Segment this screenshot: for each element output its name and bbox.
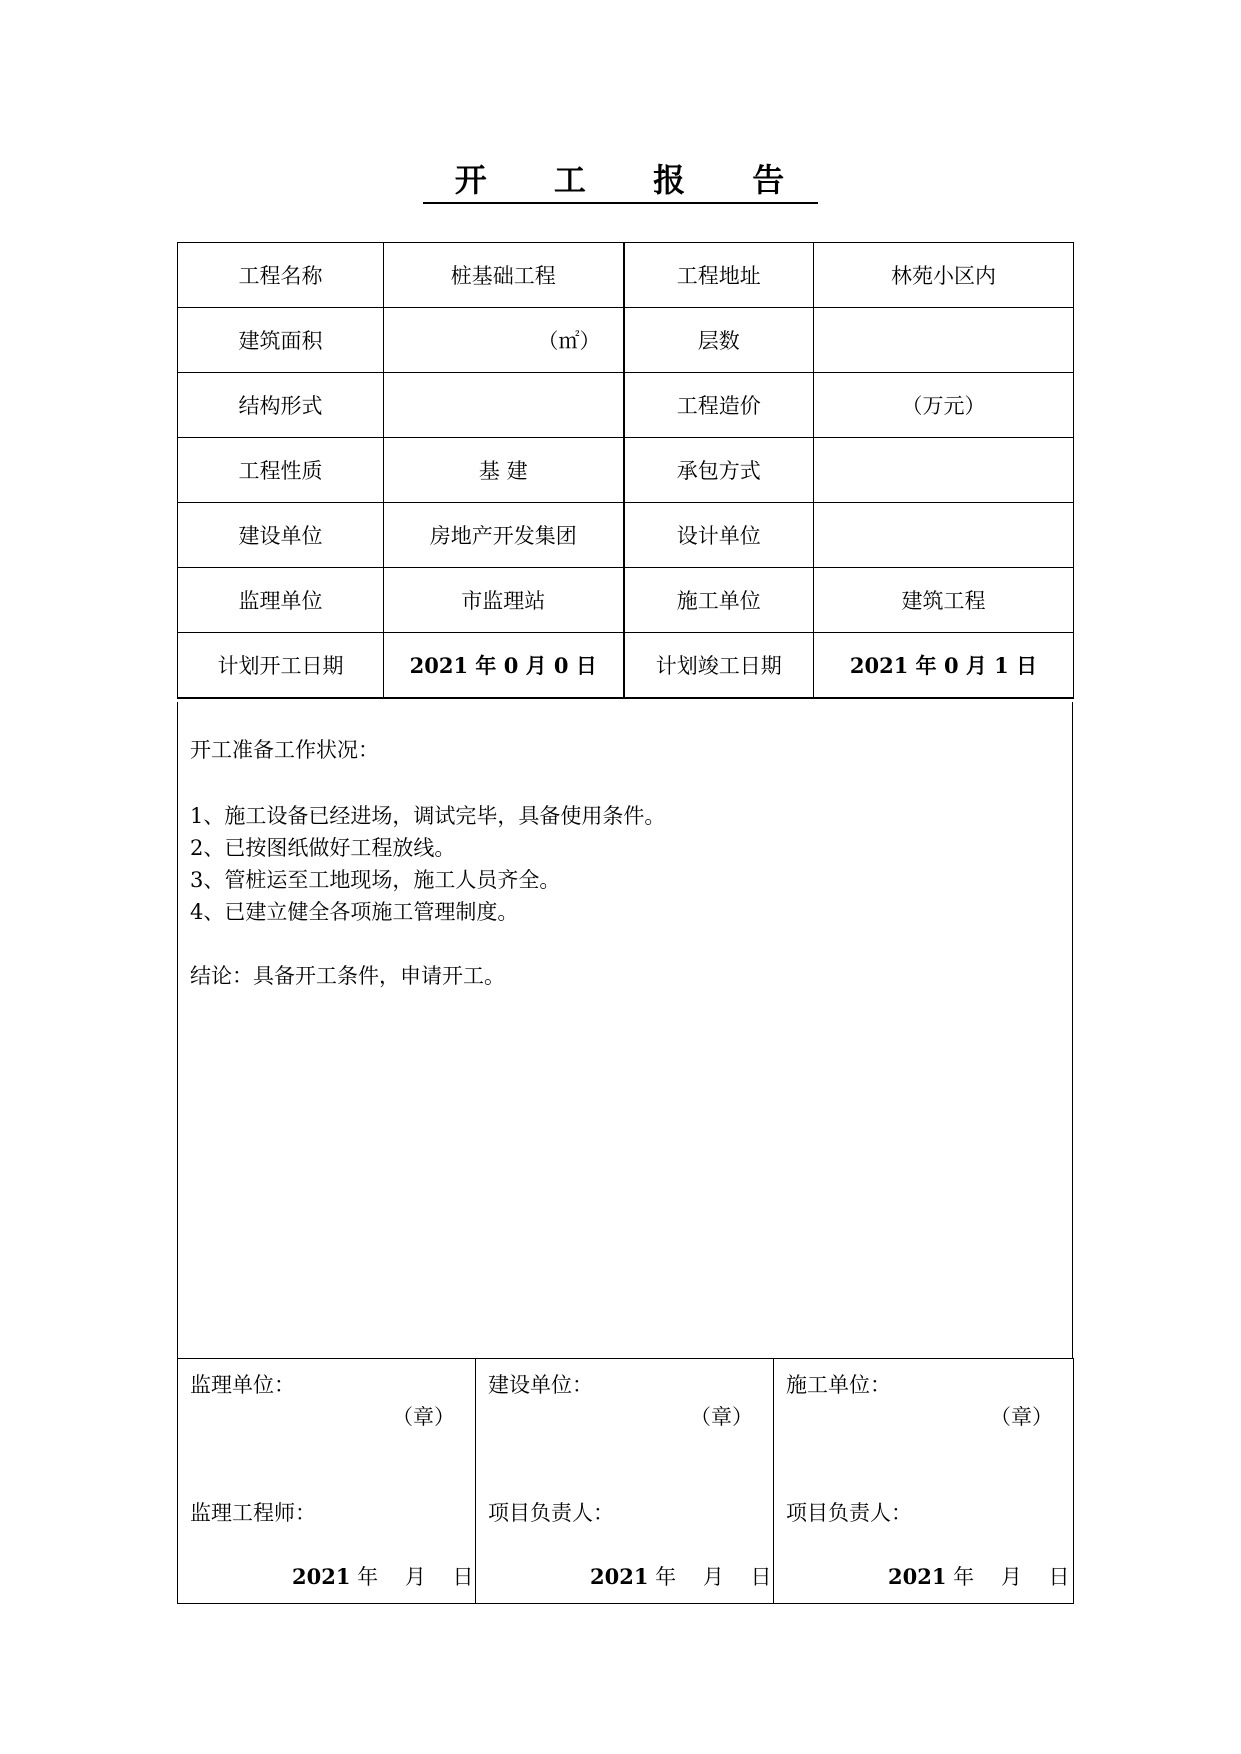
table-row — [178, 568, 1074, 633]
signature-date-rest: 年 月 日 — [655, 1565, 772, 1589]
signature-year: 2021 — [590, 1564, 649, 1589]
label-project-cost: 工程造价 — [624, 373, 814, 438]
table-row — [178, 373, 1074, 438]
signature-person-label: 项目负责人： — [488, 1501, 614, 1525]
value-project-address: 林苑小区内 — [814, 243, 1074, 308]
table-row — [178, 243, 1074, 308]
notes-heading: 开工准备工作状况： — [190, 738, 379, 762]
value-contract-mode — [814, 438, 1074, 503]
signature-date-rest: 年 月 日 — [357, 1565, 474, 1589]
signature-table — [177, 1358, 1074, 1604]
label-structure-type: 结构形式 — [178, 373, 384, 438]
signature-block-owner — [476, 1359, 774, 1604]
preparation-notes — [177, 702, 1073, 1358]
value-floors — [814, 308, 1074, 373]
value-supervision-unit: 市监理站 — [384, 568, 624, 633]
label-project-address: 工程地址 — [624, 243, 814, 308]
value-project-nature: 基 建 — [384, 438, 624, 503]
label-planned-finish: 计划竣工日期 — [624, 633, 814, 699]
value-structure-type — [384, 373, 624, 438]
list-item: 4、已建立健全各项施工管理制度。 — [190, 900, 519, 924]
label-planned-start: 计划开工日期 — [178, 633, 384, 699]
table-row — [178, 633, 1074, 699]
seal-label: （章） — [990, 1405, 1053, 1429]
seal-label: （章） — [392, 1405, 455, 1429]
signature-person-label: 监理工程师： — [190, 1501, 316, 1525]
label-contract-mode: 承包方式 — [624, 438, 814, 503]
label-floors: 层数 — [624, 308, 814, 373]
notes-conclusion: 结论：具备开工条件，申请开工。 — [190, 964, 505, 988]
table-row — [178, 503, 1074, 568]
table-row — [178, 438, 1074, 503]
table-row — [178, 308, 1074, 373]
signature-date — [292, 1561, 474, 1591]
signature-year: 2021 — [292, 1564, 351, 1589]
signature-date — [590, 1561, 772, 1591]
value-planned-finish: 2021 年 0 月 1 日 — [814, 633, 1074, 699]
seal-label: （章） — [690, 1405, 753, 1429]
signature-year: 2021 — [888, 1564, 947, 1589]
list-item: 2、已按图纸做好工程放线。 — [190, 836, 456, 860]
label-construction-unit: 施工单位 — [624, 568, 814, 633]
table-row — [178, 1359, 1074, 1604]
label-owner-unit: 建设单位 — [178, 503, 384, 568]
label-project-nature: 工程性质 — [178, 438, 384, 503]
value-design-unit — [814, 503, 1074, 568]
list-item: 1、施工设备已经进场，调试完毕，具备使用条件。 — [190, 804, 666, 828]
label-project-name: 工程名称 — [178, 243, 384, 308]
label-building-area: 建筑面积 — [178, 308, 384, 373]
page-title-text: 开 工 报 告 — [423, 160, 818, 204]
signature-unit-label: 建设单位： — [488, 1373, 593, 1397]
list-item: 3、管桩运至工地现场，施工人员齐全。 — [190, 868, 561, 892]
value-project-cost: （万元） — [814, 373, 1074, 438]
signature-block-construction — [774, 1359, 1074, 1604]
label-supervision-unit: 监理单位 — [178, 568, 384, 633]
value-project-name: 桩基础工程 — [384, 243, 624, 308]
value-building-area: （㎡） — [384, 308, 624, 373]
value-planned-start: 2021 年 0 月 0 日 — [384, 633, 624, 699]
value-construction-unit: 建筑工程 — [814, 568, 1074, 633]
signature-block-supervision — [178, 1359, 476, 1604]
label-design-unit: 设计单位 — [624, 503, 814, 568]
signature-date — [888, 1561, 1070, 1591]
signature-unit-label: 施工单位： — [786, 1373, 891, 1397]
value-owner-unit: 房地产开发集团 — [384, 503, 624, 568]
signature-unit-label: 监理单位： — [190, 1373, 295, 1397]
signature-date-rest: 年 月 日 — [953, 1565, 1070, 1589]
project-info-table — [177, 242, 1074, 699]
signature-person-label: 项目负责人： — [786, 1501, 912, 1525]
page-title — [0, 160, 1241, 204]
